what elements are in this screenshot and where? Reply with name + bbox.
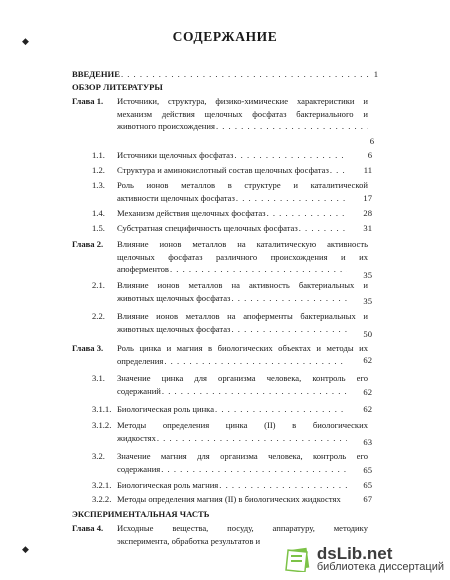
toc-label: Глава 1. <box>72 96 104 106</box>
dslib-logo-icon <box>283 546 313 572</box>
toc-page: 11 <box>363 165 372 175</box>
scan-mark-bottom: ◆ <box>22 544 29 554</box>
toc-title-line: Исходные вещества, посуду, аппаратуру, методику <box>117 523 368 533</box>
dslib-watermark <box>283 545 444 574</box>
toc-title-line: Источники, структура, физико-химические характеристики и <box>117 96 368 106</box>
toc-page: 17 <box>363 193 372 203</box>
toc-label: 1.3. <box>92 180 105 190</box>
toc-label: ЭКСПЕРИМЕНТАЛЬНАЯ ЧАСТЬ <box>72 509 210 519</box>
toc-heading-review[interactable] <box>72 81 372 94</box>
toc-title-line: Биологическая роль цинка . . . <box>117 403 347 416</box>
toc-page: 35 <box>363 270 372 280</box>
toc-title-line: активности щелочных фосфатаз . . . <box>117 192 347 205</box>
toc-title-line: животных щелочных фосфатаз . . . <box>117 323 347 336</box>
toc-label: 3.1.1. <box>92 404 112 414</box>
watermark-subtitle: библиотека диссертаций <box>316 561 444 574</box>
toc-title-line: Биологическая роль магния . . . <box>117 479 347 492</box>
toc-label: 3.1.2. <box>92 420 112 430</box>
toc-title-line: механизм действия щелочных фосфатаз бактериального и <box>117 108 368 119</box>
toc-label: 3.1. <box>92 373 105 383</box>
toc-title-line: содержаний . . . <box>117 385 347 398</box>
toc-label: 1.2. <box>92 165 105 175</box>
toc-title-line: Структура и аминокислотный состав щелочных фосфатаз . . . <box>117 164 347 177</box>
dot-leader <box>121 68 372 81</box>
page-title: СОДЕРЖАНИЕ <box>172 29 278 44</box>
toc-page: 62 <box>363 355 372 365</box>
toc-label: Глава 4. <box>72 523 104 533</box>
toc-title-line: Субстратная специфичность щелочных фосфатаз . . . <box>117 222 347 235</box>
toc-page: 6 <box>369 136 374 146</box>
toc-title-line: Методы определения цинка (II) в биологических <box>117 420 368 430</box>
toc-page: 62 <box>363 404 372 414</box>
toc-title-line: содержания . . . <box>117 463 347 476</box>
toc-page: 63 <box>363 437 372 447</box>
toc-title-line: животных щелочных фосфатаз . . . <box>117 292 347 305</box>
toc-page: 50 <box>363 329 372 339</box>
toc-page: 35 <box>363 296 372 306</box>
toc-title-line: Источники щелочных фосфатаз . . . <box>117 149 347 162</box>
toc-title-line: Значение магния для организма человека, контроль его <box>117 451 368 461</box>
toc-page: 67 <box>363 494 372 504</box>
toc-page: 31 <box>363 223 372 233</box>
watermark-name: dsLib.net <box>316 543 393 563</box>
toc-entry-intro[interactable] <box>72 68 378 81</box>
toc-label: 3.2. <box>92 451 105 461</box>
toc-page: 6 <box>367 150 372 160</box>
toc-page: 65 <box>363 480 372 490</box>
toc-label: 1.5. <box>92 223 105 233</box>
toc-heading-experimental[interactable] <box>72 508 372 521</box>
toc-title-line: Механизм действия щелочных фосфатаз . . . <box>117 207 347 220</box>
toc-label: ВВЕДЕНИЕ <box>72 69 120 79</box>
toc-label: 2.2. <box>92 311 105 321</box>
toc-page: 65 <box>363 465 372 475</box>
toc-title-line: эксперимента, обработка результатов и <box>117 535 261 546</box>
toc-title-line: определения . . . <box>117 355 347 368</box>
scan-mark-top: ◆ <box>22 36 29 46</box>
toc-label: 2.1. <box>92 280 105 290</box>
toc-label: Глава 2. <box>72 239 104 249</box>
toc-title-line: щелочных фосфатаз различного происхождения и их <box>117 251 368 262</box>
toc-title-line: Влияние ионов металлов на активность бактериальных и <box>117 280 368 290</box>
toc-label: ОБЗОР ЛИТЕРАТУРЫ <box>72 82 163 92</box>
toc-label: 3.2.1. <box>92 480 112 490</box>
toc-label: 1.1. <box>92 150 105 160</box>
toc-page: 1 <box>373 69 378 79</box>
toc-title-line: Влияние ионов металлов на каталитическую активность <box>117 239 368 249</box>
toc-title-line: Роль цинка и магния в биологических объектах и методы их <box>117 343 368 353</box>
toc-title-line: Методы определения магния (II) в биологических жидкостях <box>117 494 341 504</box>
toc-page: 28 <box>363 208 372 218</box>
toc-title-line: животного происхождения . . . <box>117 120 368 133</box>
toc-title-line: Влияние ионов металлов на апоферменты бактериальных и <box>117 311 368 321</box>
toc-label: Глава 3. <box>72 343 104 353</box>
toc-title-line: Значение цинка для организма человека, контроль его <box>117 373 368 383</box>
toc-title-line: жидкостях . . . <box>117 432 347 445</box>
toc-title-line: апоферментов . . . <box>117 263 347 276</box>
toc-label: 3.2.2. <box>92 494 112 504</box>
toc-title-line: Роль ионов металлов в структуре и каталитической <box>117 180 368 190</box>
toc-label: 1.4. <box>92 208 105 218</box>
toc-page: 62 <box>363 387 372 397</box>
